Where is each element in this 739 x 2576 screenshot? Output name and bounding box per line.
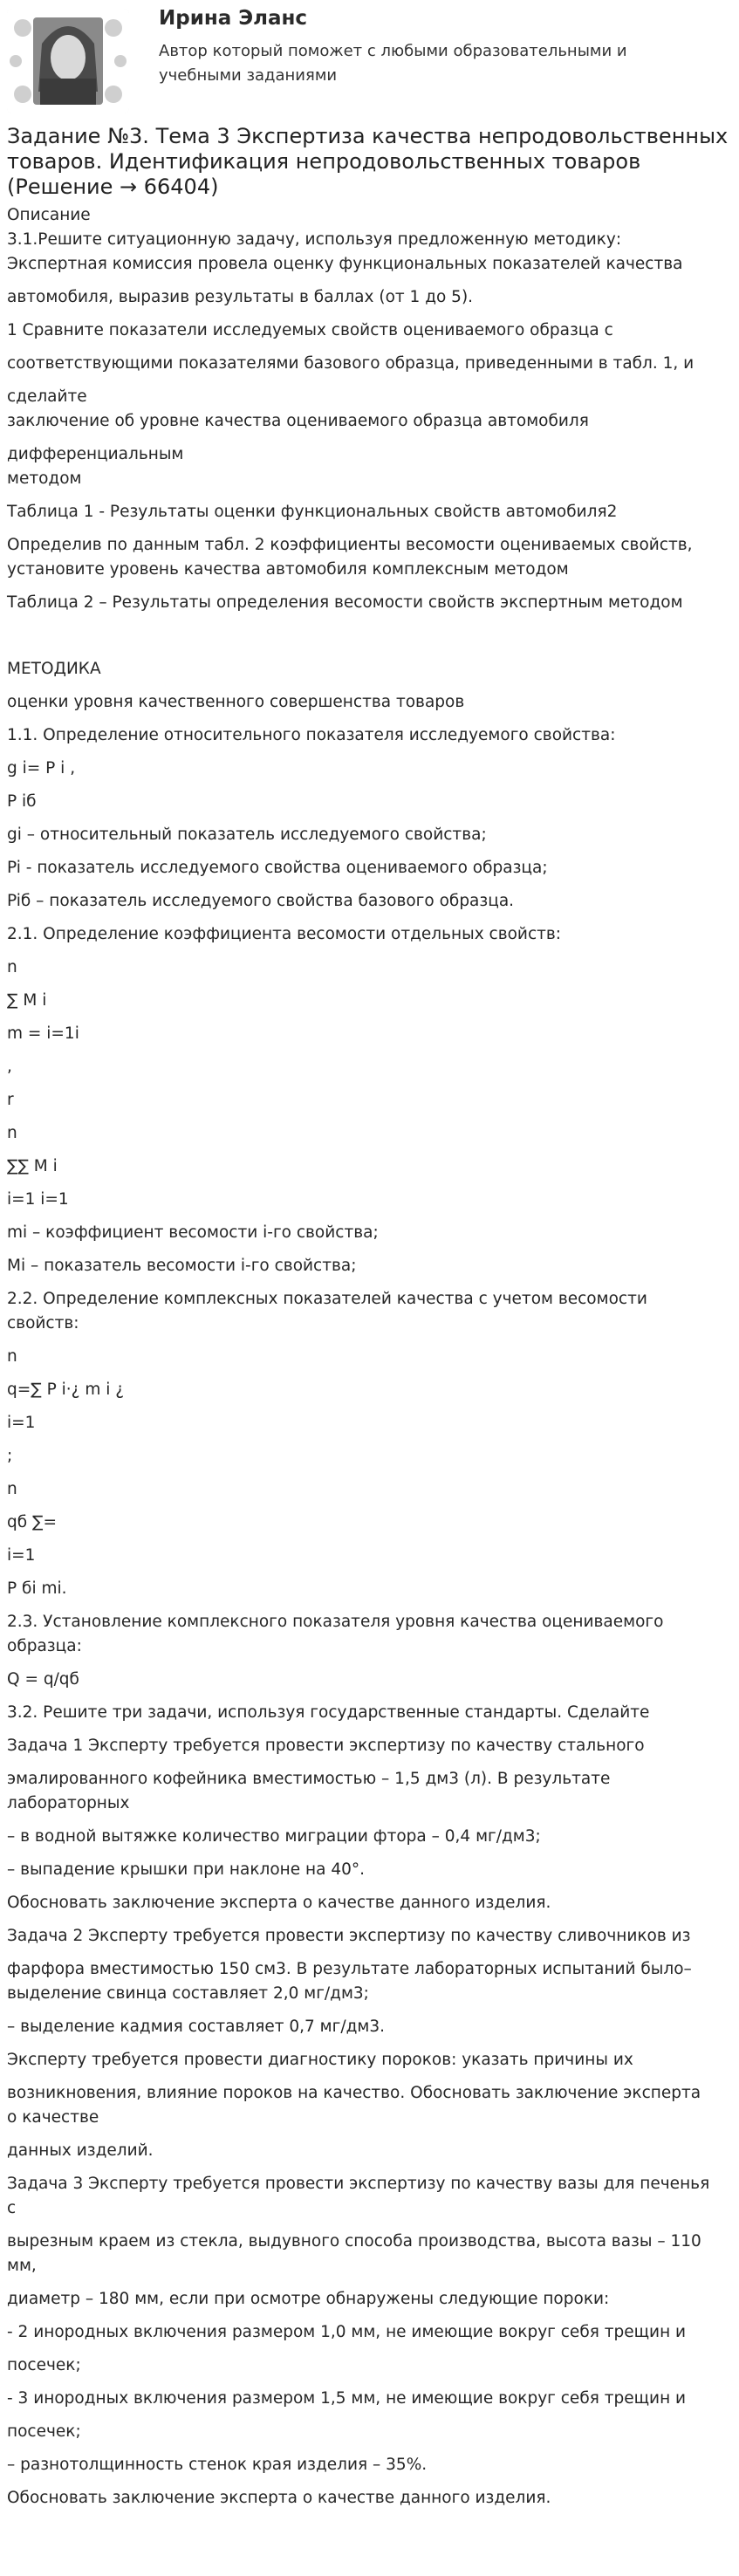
content-line: эмалированного кофейника вместимостью – 1,5 дм3 (л). В результате: [7, 1770, 611, 1788]
content-line: дифференциальным: [7, 445, 184, 463]
content-line: Задача 1 Эксперту требуется провести экспертизу по качеству стального: [7, 1737, 645, 1755]
content-line: о качестве: [7, 2108, 99, 2127]
content-line: данных изделий.: [7, 2141, 154, 2160]
content-line: - 2 инородных включения размером 1,0 мм, не имеющие вокруг себя трещин и: [7, 2323, 687, 2341]
content-line: образца:: [7, 1637, 82, 1655]
content-line: соответствующими показателями базового образца, приведенными в табл. 1, и: [7, 354, 695, 373]
content-line: i=1: [7, 1414, 36, 1432]
content-line: посечек;: [7, 2356, 81, 2374]
content-line: i=1: [7, 1546, 36, 1565]
content-line: Экспертная комиссия провела оценку функциональных показателей качества: [7, 255, 683, 273]
content-line: оценки уровня качественного совершенства товаров: [7, 693, 465, 711]
content-line: qб ∑=: [7, 1513, 57, 1531]
content-line: P бi mi.: [7, 1579, 67, 1598]
content-line: лабораторных: [7, 1794, 130, 1812]
author-name[interactable]: Ирина Эланс: [159, 7, 308, 30]
content-line: mi – коэффициент весомости i-го свойства;: [7, 1223, 379, 1242]
content-line: мм,: [7, 2257, 37, 2275]
content-line: фарфора вместимостью 150 см3. В результате лабораторных испытаний было–: [7, 1960, 692, 1978]
content-line: - 3 инородных включения размером 1,5 мм, не имеющие вокруг себя трещин и: [7, 2389, 687, 2408]
content-line: Обосновать заключение эксперта о качестве данного изделия.: [7, 2489, 551, 2507]
content-line: P iб: [7, 792, 37, 811]
content-line: i=1 i=1: [7, 1190, 69, 1209]
content-line: методом: [7, 469, 82, 488]
content-line: 1.1. Определение относительного показателя исследуемого свойства:: [7, 726, 616, 744]
content-line: 1 Сравните показатели исследуемых свойств оцениваемого образца с: [7, 321, 613, 339]
content-line: n: [7, 1347, 17, 1366]
content-line: q=∑ P i·¿ m i ¿: [7, 1380, 125, 1399]
content-line: 2.2. Определение комплексных показателей качества с учетом весомости: [7, 1290, 647, 1308]
task-content: [7, 203, 732, 2511]
content-line: ,: [7, 1058, 12, 1076]
content-line: 3.2. Решите три задачи, используя государственные стандарты. Сделайте: [7, 1703, 650, 1722]
content-line: свойств:: [7, 1314, 79, 1333]
content-line: Mi – показатель весомости i-го свойства;: [7, 1257, 357, 1275]
content-line: Pi - показатель исследуемого свойства оцениваемого образца;: [7, 859, 548, 877]
content-line: с: [7, 2199, 17, 2217]
author-header: [0, 0, 739, 122]
author-description: Автор который поможет с любыми образовательными и учебными заданиями: [159, 42, 627, 85]
content-line: 2.1. Определение коэффициента весомости отдельных свойств:: [7, 925, 562, 943]
content-line: посечек;: [7, 2422, 81, 2441]
content-line: ∑ M i: [7, 991, 47, 1010]
content-line: Q = q/qб: [7, 1670, 79, 1689]
content-line: g i= P i ,: [7, 759, 76, 778]
content-line: ;: [7, 1447, 13, 1465]
content-line: – в водной вытяжке количество миграции фтора – 0,4 мг/дм3;: [7, 1827, 541, 1846]
content-line: m = i=1i: [7, 1024, 79, 1043]
content-line: автомобиля, выразив результаты в баллах (от 1 до 5).: [7, 288, 474, 306]
content-line: МЕТОДИКА: [7, 660, 101, 678]
content-line: Определив по данным табл. 2 коэффициенты весомости оцениваемых свойств,: [7, 536, 693, 554]
content-line: [7, 624, 732, 648]
content-line: 3.1.Решите ситуационную задачу, используя предложенную методику:: [7, 230, 622, 249]
content-line: Эксперту требуется провести диагностику пороков: указать причины их: [7, 2051, 633, 2069]
content-line: установите уровень качества автомобиля комплексным методом: [7, 560, 569, 579]
content-line: – разнотолщинность стенок края изделия – 35%.: [7, 2456, 428, 2474]
content-line: 2.3. Установление комплексного показателя уровня качества оцениваемого: [7, 1613, 664, 1631]
content-line: ∑∑ M i: [7, 1157, 58, 1175]
content-line: – выпадение крышки при наклоне на 40°.: [7, 1860, 365, 1879]
content-line: Задача 3 Эксперту требуется провести экспертизу по качеству вазы для печенья: [7, 2175, 710, 2193]
content-line: выделение свинца составляет 2,0 мг/дм3;: [7, 1984, 369, 2003]
content-line: Описание: [7, 206, 91, 224]
content-line: n: [7, 1124, 17, 1142]
content-line: Таблица 1 - Результаты оценки функциональных свойств автомобиля2: [7, 503, 618, 521]
content-line: заключение об уровне качества оцениваемого образца автомобиля: [7, 412, 589, 430]
content-line: n: [7, 1480, 17, 1498]
content-line: сделайте: [7, 387, 87, 406]
author-photo-icon[interactable]: [7, 9, 129, 113]
content-line: диаметр – 180 мм, если при осмотре обнаружены следующие пороки:: [7, 2290, 610, 2308]
content-line: gi – относительный показатель исследуемого свойства;: [7, 826, 487, 844]
content-line: вырезным краем из стекла, выдувного способа производства, высота вазы – 110: [7, 2232, 701, 2251]
content-line: – выделение кадмия составляет 0,7 мг/дм3.: [7, 2018, 385, 2036]
content-line: возникновения, влияние пороков на качество. Обосновать заключение эксперта: [7, 2084, 701, 2102]
content-line: Таблица 2 – Результаты определения весомости свойств экспертным методом: [7, 593, 683, 612]
content-line: n: [7, 958, 17, 976]
task-title: Задание №3. Тема 3 Экспертиза качества непродовольственных товаров. Идентификация непродовольственных товаров (Решение → 66404): [7, 124, 729, 199]
content-line: Piб – показатель исследуемого свойства базового образца.: [7, 892, 515, 910]
content-line: Задача 2 Эксперту требуется провести экспертизу по качеству сливочников из: [7, 1927, 691, 1945]
content-line: Обосновать заключение эксперта о качестве данного изделия.: [7, 1894, 551, 1912]
content-line: r: [7, 1091, 14, 1109]
